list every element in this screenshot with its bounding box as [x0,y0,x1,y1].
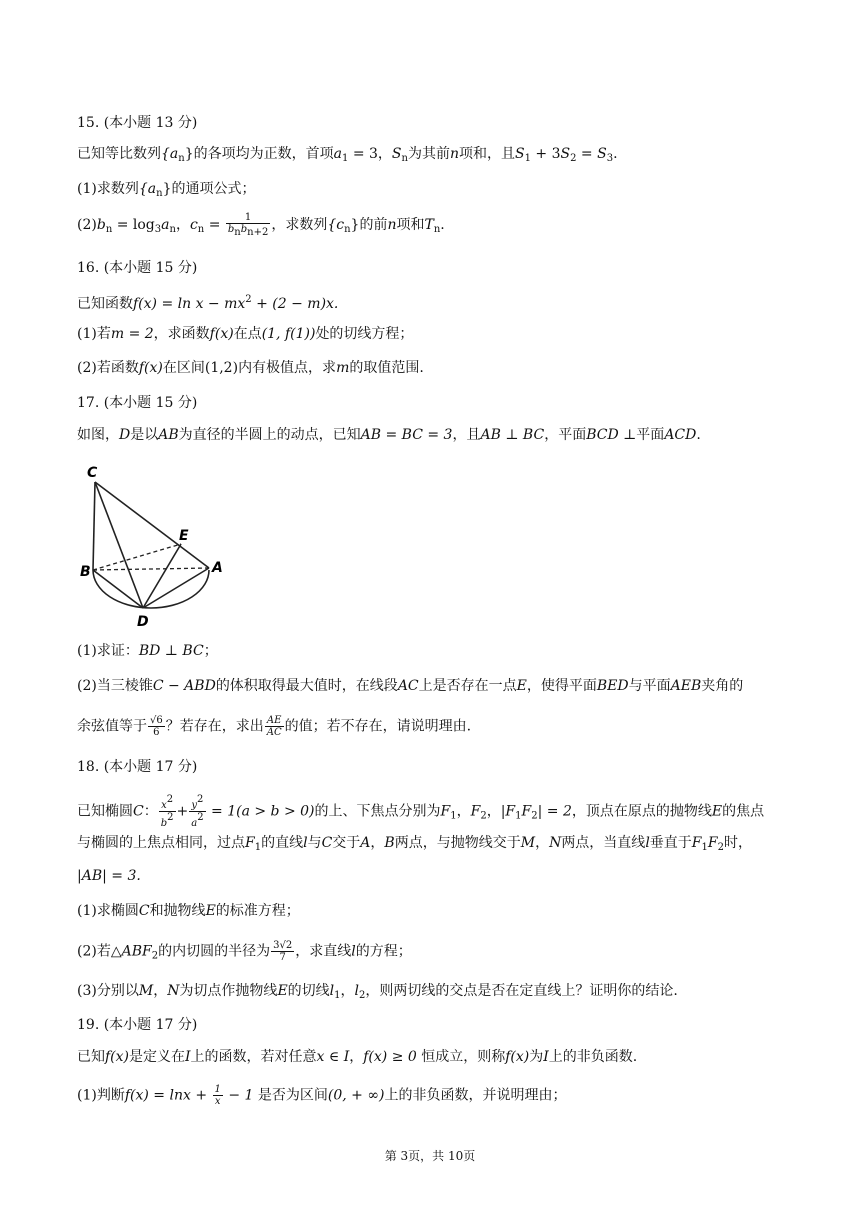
problem-18-q2: (2)若$\triangle ABF_2$的内切圆的半径为 $\frac{3√2}{7}$ ，求直线l的方程； [77,940,412,963]
fraction-y2-over-a2: $\frac{y2}{a2}$ [191,794,204,829]
problem-18-q1: (1)求椭圆C和抛物线E的标准方程； [77,903,300,919]
problem-17-q2-line1: (2)当三棱锥C − ABD的体积取得最大值时，在线段AC上是否存在一点E，使得平面BED与平面AEB夹角的 [77,678,744,694]
label-c: C [87,465,98,481]
problem-18-stem-line2: 与椭圆的上焦点相同，过点$F_1$的直线l与C交于A，B两点，与抛物线交于M，N两点，当直线l垂直于$F_1F_2$时， [77,835,752,853]
problem-19-header: 19. (本小题 17 分) [77,1017,198,1033]
problem-16-q2: (2)若函数f(x)在区间(1,2)内有极值点，求m的取值范围. [77,360,424,376]
problem-17-stem: 如图，D是以AB为直径的半圆上的动点，已知AB = BC = 3，且AB ⊥ BC，平面BCD ⊥平面ACD. [77,427,701,443]
problem-18-stem-line1: 已知椭圆C： $\frac{x2}{b2}$ + $\frac{y2}{a2}$ = 1(a > b > 0)的上、下焦点分别为$F_1$，$F_2$，$|F_1F_2| = 2$，顶点在原点的抛物线E的焦点 [77,794,765,829]
problem-17-header: 17. (本小题 15 分) [77,395,198,411]
problem-18-q3: (3)分别以M，N为切点作抛物线E的切线$l_1$，$l_2$，则两切线的交点是否在定直线上？证明你的结论. [77,983,678,1001]
fraction-3sqrt2-over-7: $\frac{3√2}{7}$ [273,940,293,963]
problem-16-q1: (1)若m = 2，求函数f(x)在点(1, f(1))处的切线方程； [77,326,414,342]
problem-16-header: 16. (本小题 15 分) [77,260,198,276]
problem-15-q1: (1)求数列$\{a_n\}$的通项公式； [77,181,256,199]
problem-17-q1: (1)求证：BD ⊥ BC； [77,643,218,659]
fraction-ae-over-ac: $\frac{AE}{AC}$ [266,715,282,738]
problem-18-header: 18. (本小题 17 分) [77,759,198,775]
label-a: A [212,560,223,576]
label-b: B [80,564,91,580]
problem-19-stem: 已知f(x)是定义在I上的函数，若对任意x ∈ I，f(x) ≥ 0 恒成立，则称f(x)为I上的非负函数. [77,1049,638,1065]
label-d: D [137,614,149,630]
problem-16-stem: 已知函数$f(x) = \ln x - mx^2 + (2 - m)x$. [77,294,339,312]
fraction-x2-over-b2: $\frac{x2}{b2}$ [160,794,174,829]
problem-15-stem: 已知等比数列$\{a_n\}$的各项均为正数，首项$a_1 = 3$，$S_n$为其前n项和，且$S_1 + 3S_2 = S_3$. [77,146,618,164]
page-footer: 第 3页，共 10页 [384,1149,476,1163]
fraction-c-n: $\frac{1}{\text{bnbn+2}}$ [227,212,269,238]
edge-ba-dashed [93,568,209,570]
problem-17-q2-line2: 余弦值等于 $\frac{√6}{6}$ ？若存在，求出 $\frac{AE}{AC}$ 的值；若不存在，请说明理由. [77,715,472,738]
problem-15-q2: $(2)b_n = \log_3a_n$，$c_n$ = $\frac{1}{\text{bnbn+2}}$ ，求数列$\{c_n\}$的前n项和$T_n$. [77,212,445,238]
edge-ad [143,568,209,608]
problem-18-stem-line3: |AB| = 3. [77,868,141,884]
label-e: E [179,528,189,544]
tetrahedron-figure [78,460,238,650]
problem-15-header: 15. (本小题 13 分) [77,115,198,131]
fraction-1-over-x: $\frac{1}{x}$ [214,1084,221,1107]
problem-19-q1: (1)判断f(x) = lnx + $\frac{1}{x}$ − 1 是否为区间(0, + ∞)上的非负函数，并说明理由； [77,1084,567,1107]
edge-cb [93,482,95,570]
fraction-sqrt6-over-6: $\frac{√6}{6}$ [150,715,163,738]
